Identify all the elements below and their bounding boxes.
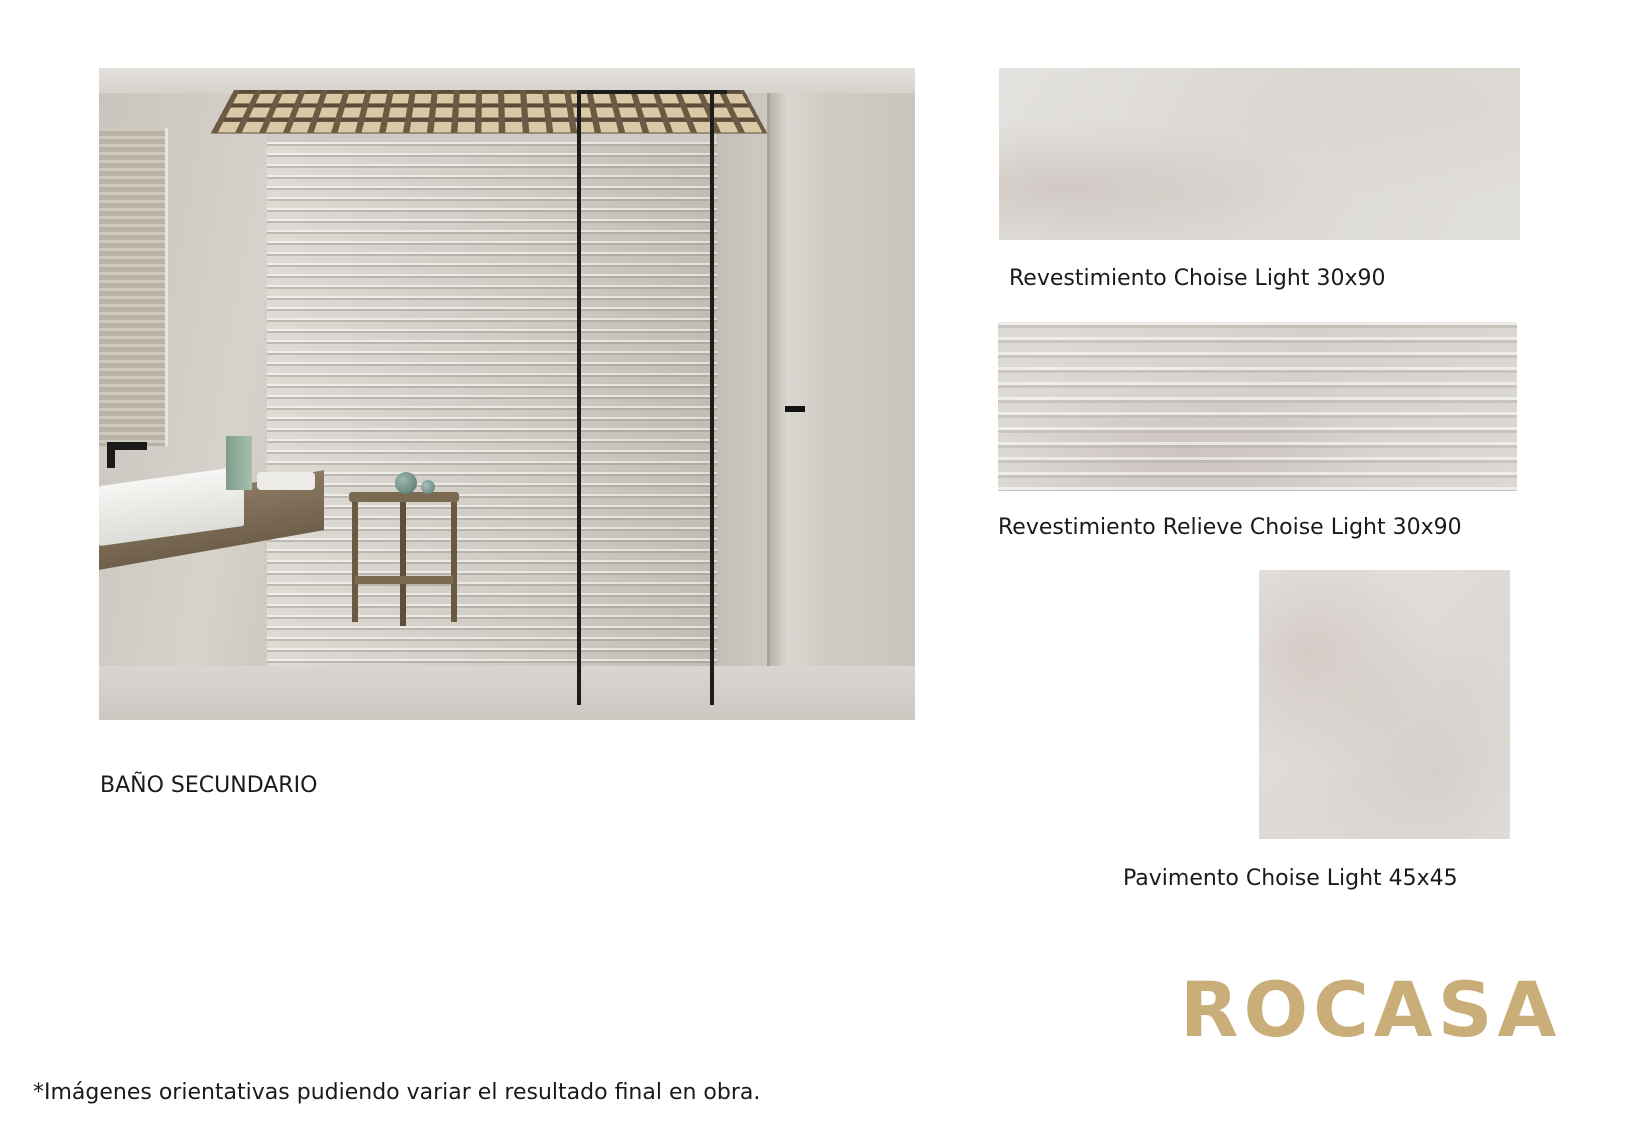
tile-swatch-floor <box>1259 570 1510 839</box>
stool-shelf <box>355 576 453 584</box>
door <box>767 68 828 720</box>
brand-logo <box>1180 965 1562 1072</box>
stool-leg <box>400 502 406 626</box>
tile-caption-floor: Pavimento Choise Light 45x45 <box>1123 866 1458 891</box>
wood-ceiling-grille <box>211 90 768 133</box>
brand-name: ROCASA <box>1180 965 1562 1054</box>
relief-wall <box>267 142 717 666</box>
tile-swatch-relief <box>998 322 1517 491</box>
faucet <box>107 442 147 468</box>
shower-glass-frame <box>577 90 581 705</box>
towel <box>257 472 315 490</box>
tile-caption-relief: Revestimiento Relieve Choise Light 30x90 <box>998 515 1462 540</box>
room-title: BAÑO SECUNDARIO <box>100 773 318 798</box>
bottle <box>226 436 252 490</box>
tile-caption-wall: Revestimiento Choise Light 30x90 <box>1009 266 1386 291</box>
mirror <box>99 128 168 446</box>
shower-glass-frame-right <box>710 90 714 705</box>
vase <box>421 480 435 494</box>
stool-leg <box>352 498 358 622</box>
stool-leg <box>451 498 457 622</box>
shower-glass-frame-top <box>577 90 727 94</box>
tile-swatch-wall <box>999 68 1520 240</box>
bathroom-photo <box>99 68 915 720</box>
floor <box>99 666 915 720</box>
vase <box>395 472 417 494</box>
door-handle <box>785 406 805 412</box>
disclaimer-text: *Imágenes orientativas pudiendo variar el resultado final en obra. <box>33 1080 761 1105</box>
